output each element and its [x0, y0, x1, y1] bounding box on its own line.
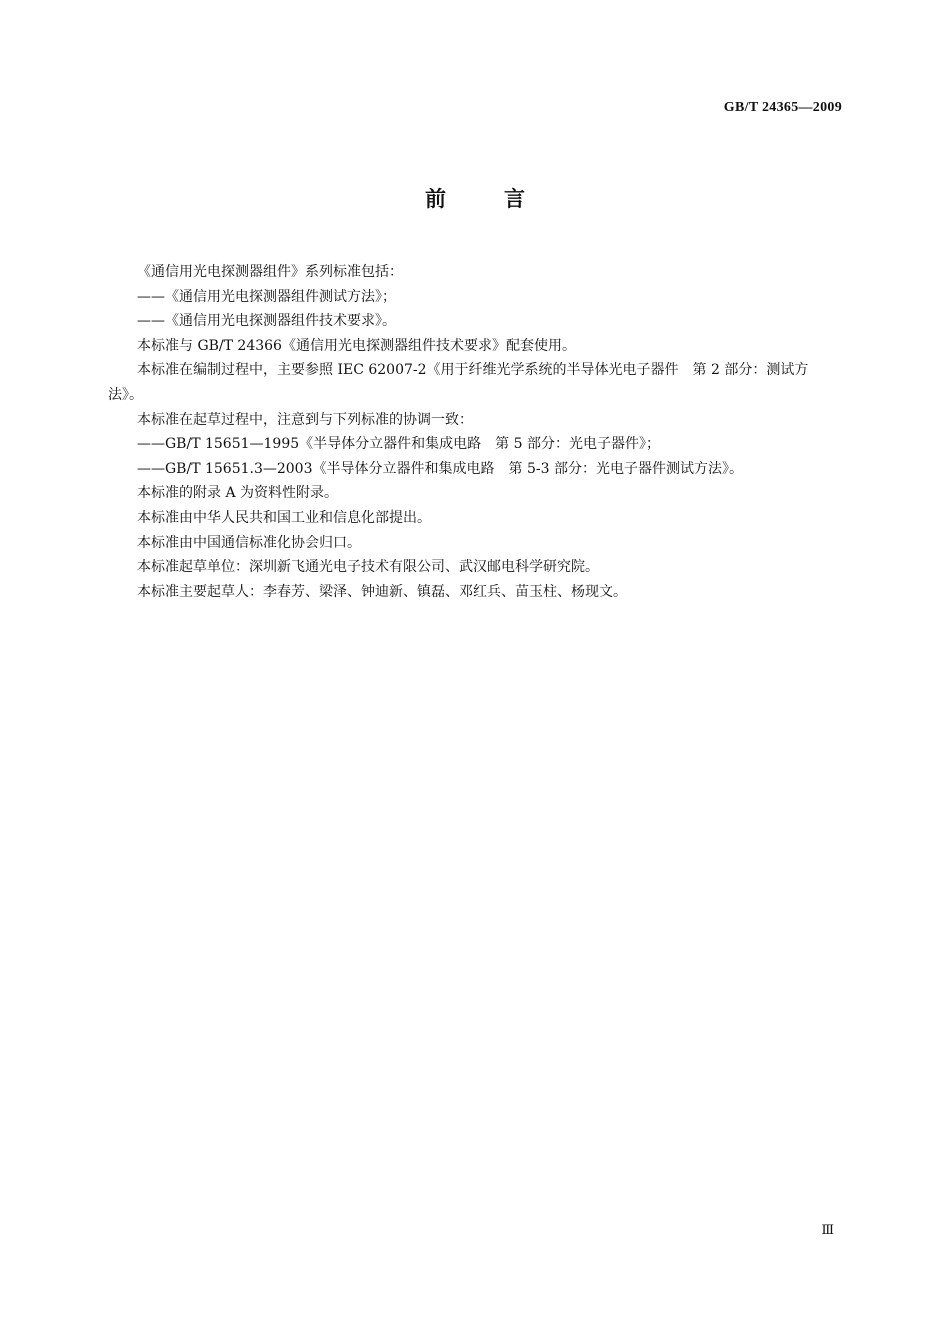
paragraph-coordination-intro: 本标准在起草过程中，注意到与下列标准的协调一致： [137, 411, 473, 428]
paragraph-coordination-item-1: ——GB/T 15651—1995《半导体分立器件和集成电路 第 5 部分：光电子器件》； [137, 436, 660, 453]
paragraph-reference-iec: 本标准在编制过程中，主要参照 IEC 62007-2《用于纤维光学系统的半导体光电子器件 第 2 部分：测试方法》。 [108, 362, 809, 403]
paragraph-drafters: 本标准主要起草人：李春芳、梁泽、钟迪新、镇磊、邓红兵、苗玉柱、杨现文。 [137, 583, 627, 600]
paragraph-administrator: 本标准由中国通信标准化协会归口。 [137, 534, 361, 551]
foreword-body [108, 260, 843, 604]
paragraph-drafting-units: 本标准起草单位：深圳新飞通光电子技术有限公司、武汉邮电科学研究院。 [137, 559, 599, 576]
paragraph-companion-standard: 本标准与 GB/T 24366《通信用光电探测器组件技术要求》配套使用。 [137, 337, 576, 354]
page-title: 前言 [425, 187, 583, 211]
paragraph-coordination-item-2: ——GB/T 15651.3—2003《半导体分立器件和集成电路 第 5-3 部分：光电子器件测试方法》。 [137, 460, 743, 477]
paragraph-series-intro: 《通信用光电探测器组件》系列标准包括： [137, 264, 403, 280]
paragraph-series-item-test-methods: ——《通信用光电探测器组件测试方法》； [137, 288, 396, 305]
page-number: Ⅲ [821, 1222, 834, 1237]
standard-code: GB/T 24365—2009 [723, 100, 842, 115]
paragraph-series-item-tech-requirements: ——《通信用光电探测器组件技术要求》。 [137, 313, 396, 330]
paragraph-proposer: 本标准由中华人民共和国工业和信息化部提出。 [137, 509, 431, 526]
paragraph-annex: 本标准的附录 A 为资料性附录。 [137, 485, 339, 502]
